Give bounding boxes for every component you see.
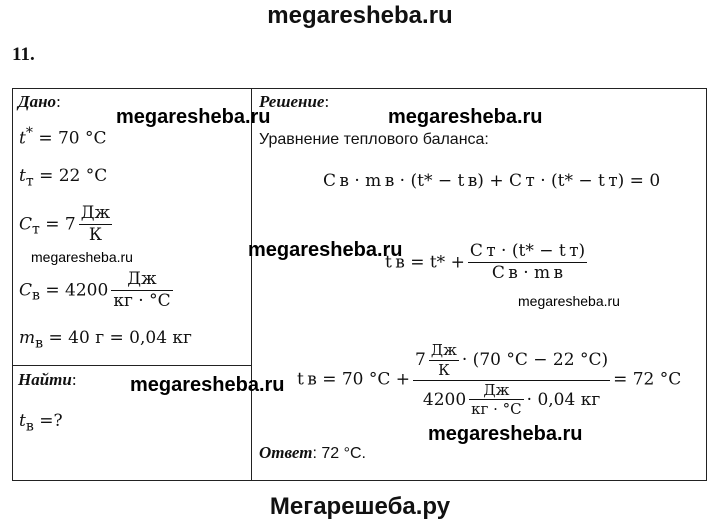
solution-title-text: Решение — [259, 92, 325, 111]
value: =? — [33, 411, 63, 431]
unit-num: Дж — [79, 203, 112, 225]
sub-v: в — [32, 287, 40, 304]
unit-fraction — [79, 203, 112, 247]
sub-v: в — [35, 335, 44, 352]
value: = 4200 — [40, 280, 109, 301]
eq3-den-pre: 4200 — [422, 389, 467, 410]
problem-number: 11. — [12, 44, 35, 65]
given-c-v — [19, 269, 176, 313]
value: = 7 — [39, 214, 76, 235]
var-t: t — [19, 128, 26, 149]
watermark: megaresheba.ru — [130, 374, 285, 396]
value: = 40 г = 0,04 кг — [43, 328, 192, 348]
eq2-den: C в · m в — [491, 263, 564, 284]
row-divider — [13, 365, 251, 366]
watermark: megaresheba.ru — [248, 239, 403, 261]
watermark: megaresheba.ru — [428, 423, 583, 445]
eq3-rhs: = 72 °C — [613, 369, 682, 390]
solved-equation — [385, 241, 590, 285]
given-t-star — [19, 125, 107, 149]
unit-fraction — [111, 269, 172, 313]
unit-den: кг · °C — [471, 400, 522, 419]
value: = 70 °C — [32, 128, 107, 149]
var-m: m — [19, 328, 36, 348]
eq3-num-unit — [429, 341, 459, 380]
eq3-den-unit — [469, 381, 524, 420]
eq2-fraction — [468, 241, 587, 285]
solution-title: Решение: — [259, 92, 330, 111]
sub-v: в — [25, 418, 34, 435]
given-title-text: Дано — [18, 92, 57, 111]
sub-t: т — [32, 221, 40, 238]
sup-star: * — [25, 125, 33, 141]
unit-num: Дж — [111, 269, 172, 291]
eq3-lhs: t в = 70 °C + — [297, 369, 411, 390]
find-title: Найти: — [18, 370, 77, 389]
unit-num: Дж — [430, 341, 457, 359]
find-line — [19, 411, 63, 434]
unit-den: К — [88, 225, 103, 246]
watermark: megaresheba.ru — [518, 293, 620, 309]
var-t: t — [19, 411, 26, 431]
eq3-den — [413, 381, 610, 420]
eq3-den-post: · 0,04 кг — [526, 389, 601, 410]
eq3-num-post: · (70 °C − 22 °C) — [461, 349, 609, 370]
site-header: megaresheba.ru — [267, 2, 453, 29]
unit-den: К — [438, 360, 450, 379]
unit-den: кг · °C — [113, 291, 171, 312]
eq3-num — [413, 341, 610, 381]
given-c-t — [19, 203, 115, 247]
value: = 22 °C — [33, 166, 108, 186]
watermark: megaresheba.ru — [388, 106, 543, 128]
var-c: C — [19, 280, 33, 301]
var-t: t — [19, 166, 26, 186]
column-divider — [251, 89, 252, 480]
eq3-num-pre: 7 — [415, 349, 426, 370]
watermark: megaresheba.ru — [31, 249, 133, 265]
solution-table — [12, 88, 707, 481]
watermark: megaresheba.ru — [116, 106, 271, 128]
eq3-fraction — [413, 341, 610, 419]
given-t-t — [19, 166, 107, 189]
sub-t: т — [25, 173, 34, 190]
find-title-text: Найти — [18, 370, 72, 389]
site-footer: Мегарешеба.ру — [269, 493, 451, 520]
given-title: Дано: — [18, 92, 61, 111]
eq2-num: C т · (t* − t т) — [468, 241, 587, 263]
answer-label: Ответ — [259, 443, 313, 462]
var-c: C — [19, 214, 33, 235]
eq2-lhs: t в = t* + — [385, 252, 465, 273]
answer — [259, 443, 366, 463]
given-m-v — [19, 328, 192, 351]
answer-value: : 72 °C. — [312, 445, 366, 462]
heat-balance-equation: C в · m в · (t* − t в) + C т · (t* − t т) = 0 — [323, 171, 661, 191]
solution-intro: Уравнение теплового баланса: — [259, 131, 489, 148]
numeric-equation — [297, 341, 681, 419]
unit-num: Дж — [469, 381, 524, 401]
